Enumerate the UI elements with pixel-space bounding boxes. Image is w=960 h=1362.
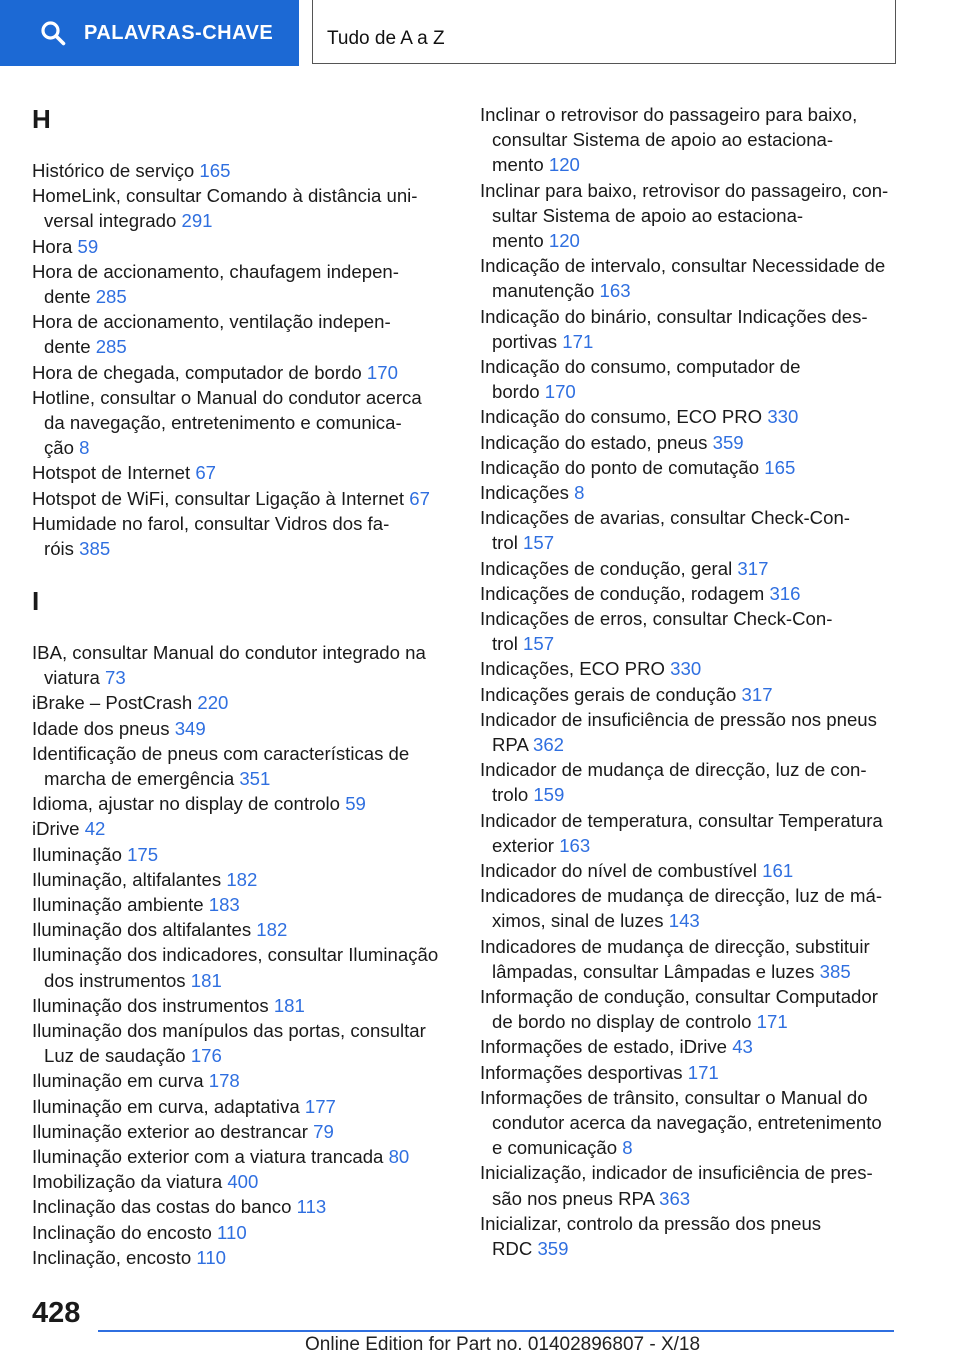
- index-entry[interactable]: [480, 480, 584, 505]
- a-to-z-label: Tudo de A a Z: [327, 28, 445, 49]
- index-entry[interactable]: [480, 858, 793, 883]
- index-entry-text: Indicações de erros, consultar Check-Con-: [480, 608, 833, 629]
- footer-divider: [98, 1330, 894, 1332]
- index-entry-text: Hora de accionamento, ventilação indepen-: [32, 311, 391, 333]
- index-entry-text: Indicação do consumo, computador de: [480, 356, 801, 377]
- page-reference-link[interactable]: 59: [345, 793, 366, 815]
- index-entry[interactable]: [480, 505, 850, 555]
- page-reference-link[interactable]: 163: [599, 280, 631, 302]
- page-reference-link[interactable]: 359: [712, 431, 744, 453]
- page-reference-link[interactable]: 178: [208, 1070, 240, 1092]
- index-entry-text: Indicador de insuficiência de pressão nos pneus: [480, 708, 877, 730]
- index-entry[interactable]: [480, 656, 701, 681]
- index-entry-text: Indicação do consumo, ECO PRO 330: [480, 406, 799, 428]
- index-entry-text: mento 120: [492, 154, 580, 176]
- index-entry[interactable]: [32, 1068, 240, 1093]
- page-reference-link[interactable]: 330: [670, 658, 702, 680]
- index-entry[interactable]: [480, 1211, 821, 1261]
- index-entry[interactable]: [32, 1018, 426, 1068]
- index-entry-text: Inicializar, controlo da pressão dos pneus: [480, 1212, 822, 1234]
- index-entry-text: trol 157: [492, 532, 555, 554]
- index-entry[interactable]: [32, 690, 228, 715]
- index-entry[interactable]: [480, 178, 888, 254]
- page-reference-link[interactable]: 67: [195, 462, 217, 484]
- page-reference-link[interactable]: 316: [769, 582, 801, 604]
- index-entry-text: Hotspot de Internet 67: [32, 462, 217, 484]
- index-entry-text: trolo 159: [492, 784, 565, 806]
- page-reference-link[interactable]: 285: [95, 336, 127, 358]
- index-entry-text: RDC 359: [492, 1238, 569, 1259]
- index-entry-text: Indicações de condução, geral 317: [480, 557, 769, 579]
- index-entry[interactable]: [32, 716, 206, 741]
- index-entry-text: Luz de saudação 176: [44, 1045, 222, 1067]
- index-entry[interactable]: [32, 1194, 326, 1219]
- index-entry-text: Indicação de intervalo, consultar Necessidade de: [480, 255, 886, 277]
- index-entry[interactable]: [32, 511, 389, 561]
- index-entry-text: Informações de estado, iDrive 43: [480, 1036, 753, 1058]
- index-entry[interactable]: [32, 741, 409, 791]
- a-to-z-tab[interactable]: [312, 0, 896, 64]
- page-reference-link[interactable]: 170: [366, 361, 398, 383]
- index-entry[interactable]: [480, 934, 870, 984]
- index-entry-text: Iluminação em curva, adaptativa 177: [32, 1095, 336, 1117]
- page-reference-link[interactable]: 351: [239, 768, 271, 789]
- index-entry[interactable]: [32, 1094, 336, 1119]
- page-reference-link[interactable]: 220: [197, 692, 229, 714]
- index-entry[interactable]: [480, 682, 773, 707]
- page-reference-link[interactable]: 110: [196, 1246, 227, 1268]
- index-entry-text: Iluminação dos instrumentos 181: [32, 994, 305, 1016]
- index-entry[interactable]: [480, 808, 883, 858]
- page-reference-link[interactable]: 385: [79, 538, 111, 559]
- index-entry[interactable]: [480, 757, 867, 807]
- index-entry-text: Iluminação dos altifalantes 182: [32, 919, 288, 941]
- index-entry-text: dos instrumentos 181: [44, 969, 222, 991]
- index-entry-text: Idioma, ajustar no display de controlo 59: [32, 793, 366, 815]
- page-reference-link[interactable]: 181: [273, 994, 305, 1016]
- index-entry[interactable]: [32, 993, 305, 1018]
- index-entry-text: Imobilização da viatura 400: [32, 1171, 259, 1193]
- index-entry-text: Humidade no farol, consultar Vidros dos fa-: [32, 512, 390, 534]
- index-entry[interactable]: [480, 304, 868, 354]
- index-entry-text: RPA 362: [492, 734, 565, 755]
- page-reference-link[interactable]: 165: [199, 160, 231, 181]
- index-entry-text: Hora de chegada, computador de bordo 170: [32, 361, 398, 383]
- index-entry-text: Indicadores de mudança de direcção, luz de má-: [480, 885, 883, 907]
- index-entry[interactable]: [32, 917, 287, 942]
- index-entry-text: exterior 163: [492, 834, 591, 856]
- index-entry-text: Indicações gerais de condução 317: [480, 683, 773, 705]
- index-entry[interactable]: [480, 354, 800, 404]
- index-entry-text: de bordo no display de controlo 171: [492, 1011, 788, 1033]
- index-entry[interactable]: [32, 360, 398, 385]
- index-entry[interactable]: [32, 640, 426, 690]
- index-entry-text: Iluminação 175: [32, 843, 159, 865]
- page-reference-link[interactable]: 159: [533, 784, 565, 806]
- index-entry[interactable]: [32, 867, 257, 892]
- index-entry[interactable]: [480, 1034, 753, 1059]
- page-reference-link[interactable]: 143: [668, 910, 700, 932]
- index-entry[interactable]: [480, 707, 877, 757]
- index-entry[interactable]: [480, 984, 878, 1034]
- index-entry-text: Indicação do estado, pneus 359: [480, 431, 744, 453]
- page-reference-link[interactable]: 43: [732, 1036, 753, 1058]
- index-entry[interactable]: [480, 1160, 873, 1210]
- index-entry-text: mento 120: [492, 230, 580, 251]
- index-entry-text: Iluminação exterior com a viatura trancada 80: [32, 1146, 410, 1167]
- index-entry[interactable]: [480, 102, 857, 178]
- search-icon: [40, 20, 66, 46]
- index-entry-text: Hotspot de WiFi, consultar Ligação à Internet 67: [32, 487, 430, 509]
- index-entry-text: Indicações de avarias, consultar Check-Con-: [480, 507, 850, 529]
- keywords-button[interactable]: [0, 0, 299, 66]
- index-entry-text: ximos, sinal de luzes 143: [492, 910, 700, 932]
- index-entry[interactable]: [32, 1245, 226, 1270]
- index-entry-text: dente 285: [44, 336, 127, 358]
- index-entry[interactable]: [32, 460, 216, 485]
- index-entry[interactable]: [480, 883, 882, 933]
- index-entry-text: Informação de condução, consultar Computador: [480, 986, 878, 1007]
- index-entry-text: Indicações de condução, rodagem 316: [480, 582, 801, 604]
- top-navigation-bar: [0, 0, 960, 66]
- index-entry[interactable]: [32, 309, 391, 359]
- index-entry-text: Iluminação dos manípulos das portas, consultar: [32, 1020, 426, 1041]
- page-reference-link[interactable]: 349: [174, 717, 206, 739]
- index-entry-text: Informações de trânsito, consultar o Manual do: [480, 1086, 868, 1108]
- section-letter-h: H: [32, 104, 51, 134]
- index-entry-text: Indicação do ponto de comutação 165: [480, 456, 796, 478]
- index-entry-text: Informações desportivas 171: [480, 1061, 719, 1083]
- page-reference-link[interactable]: 291: [181, 210, 213, 232]
- page-reference-link[interactable]: 182: [226, 868, 258, 890]
- index-entry-text: Hora 59: [32, 235, 99, 257]
- index-entry-text: Indicadores de mudança de direcção, substituir: [480, 935, 870, 957]
- index-entry[interactable]: [480, 1060, 719, 1085]
- index-entry[interactable]: [480, 253, 885, 303]
- index-entry-text: marcha de emergência 351: [44, 768, 271, 789]
- page-reference-link[interactable]: 171: [687, 1061, 719, 1083]
- index-entry-text: róis 385: [44, 538, 111, 559]
- page-reference-link[interactable]: 8: [79, 437, 90, 459]
- index-entry-text: trol 157: [492, 633, 555, 655]
- page-reference-link[interactable]: 67: [409, 487, 430, 509]
- index-entry-text: HomeLink, consultar Comando à distância uni-: [32, 185, 418, 207]
- index-entry-text: lâmpadas, consultar Lâmpadas e luzes 385: [492, 960, 851, 982]
- page-reference-link[interactable]: 181: [190, 969, 222, 991]
- page-reference-link[interactable]: 175: [127, 843, 159, 865]
- index-entry[interactable]: [32, 892, 240, 917]
- index-entry[interactable]: [32, 486, 430, 511]
- page-reference-link[interactable]: 120: [548, 230, 580, 251]
- index-entry-text: viatura 73: [44, 667, 126, 689]
- page-reference-link[interactable]: 330: [767, 406, 799, 428]
- index-entry-text: ção 8: [44, 437, 90, 459]
- index-entry-text: Inicialização, indicador de insuficiência de pres-: [480, 1162, 873, 1184]
- index-entry-text: condutor acerca da navegação, entretenimento: [492, 1112, 882, 1133]
- index-entry-text: Indicador de temperatura, consultar Temperatura: [480, 809, 883, 831]
- index-entry[interactable]: [32, 1119, 334, 1144]
- page-reference-link[interactable]: 161: [762, 860, 794, 881]
- section-letter-i: I: [32, 586, 40, 616]
- index-entry[interactable]: [32, 259, 399, 309]
- page-reference-link[interactable]: 163: [559, 834, 591, 856]
- page-reference-link[interactable]: 80: [388, 1146, 410, 1167]
- index-entry-text: Indicador de mudança de direcção, luz de con-: [480, 759, 867, 781]
- index-entry-text: Hotline, consultar o Manual do condutor acerca: [32, 386, 422, 408]
- index-entry[interactable]: [32, 791, 366, 816]
- index-entry-text: versal integrado 291: [44, 210, 213, 232]
- index-entry-text: iDrive 42: [32, 818, 106, 840]
- page-reference-link[interactable]: 359: [537, 1238, 569, 1259]
- index-entry-text: portivas 171: [492, 330, 594, 352]
- index-entry-text: IBA, consultar Manual do condutor integrado na: [32, 642, 426, 663]
- page-reference-link[interactable]: 171: [756, 1011, 788, 1033]
- index-entry-text: Iluminação ambiente 183: [32, 894, 240, 915]
- index-entry[interactable]: [32, 234, 98, 259]
- page-reference-link[interactable]: 182: [256, 919, 288, 941]
- index-entry[interactable]: [480, 455, 795, 480]
- page-reference-link[interactable]: 176: [190, 1045, 222, 1067]
- index-entry-text: e comunicação 8: [492, 1137, 633, 1159]
- page-reference-link[interactable]: 79: [313, 1120, 334, 1142]
- page-reference-link[interactable]: 8: [622, 1137, 633, 1159]
- index-entry-text: Identificação de pneus com características de: [32, 742, 410, 764]
- footer-edition-text: Online Edition for Part no. 01402896807 - X/18: [305, 1334, 701, 1355]
- index-entry[interactable]: [480, 1085, 882, 1161]
- index-entry[interactable]: [32, 1169, 258, 1194]
- page-reference-link[interactable]: 385: [819, 960, 851, 982]
- index-entry[interactable]: [480, 430, 744, 455]
- index-entry-text: da navegação, entretenimento e comunica-: [44, 412, 402, 433]
- index-entry-text: Iluminação exterior ao destrancar 79: [32, 1120, 334, 1142]
- page-reference-link[interactable]: 8: [574, 482, 585, 503]
- index-entry-text: bordo 170: [492, 381, 576, 403]
- index-entry-text: Indicações, ECO PRO 330: [480, 658, 702, 680]
- index-entry[interactable]: [32, 842, 158, 867]
- page-reference-link[interactable]: 120: [548, 154, 580, 176]
- index-entry-text: Inclinar o retrovisor do passageiro para baixo,: [480, 104, 858, 125]
- page-reference-link[interactable]: 400: [227, 1171, 259, 1193]
- page-reference-link[interactable]: 177: [304, 1095, 336, 1117]
- page-reference-link[interactable]: 183: [208, 894, 240, 915]
- index-entry-text: Inclinar para baixo, retrovisor do passageiro, con-: [480, 179, 889, 201]
- index-entry[interactable]: [32, 942, 438, 992]
- index-entry[interactable]: [32, 158, 230, 183]
- page-reference-link[interactable]: 317: [741, 683, 773, 705]
- index-entry[interactable]: [480, 606, 832, 656]
- index-entry-text: Indicações 8: [480, 482, 585, 503]
- index-entry[interactable]: [480, 404, 798, 429]
- page-reference-link[interactable]: 73: [104, 667, 126, 689]
- index-entry[interactable]: [480, 581, 800, 606]
- page-reference-link[interactable]: 363: [659, 1187, 691, 1209]
- page-number: 428: [32, 1297, 81, 1329]
- page-reference-link[interactable]: 362: [533, 734, 565, 755]
- page-reference-link[interactable]: 157: [523, 633, 555, 655]
- index-entry-text: manutenção 163: [492, 280, 631, 302]
- page-reference-link[interactable]: 42: [84, 818, 106, 840]
- index-entry-text: sultar Sistema de apoio ao estaciona-: [492, 204, 804, 226]
- index-entry[interactable]: [32, 1144, 409, 1169]
- index-entry-text: Inclinação do encosto 110: [32, 1221, 247, 1243]
- index-entry[interactable]: [32, 385, 422, 461]
- index-entry-text: iBrake – PostCrash 220: [32, 692, 229, 714]
- page-reference-link[interactable]: 113: [296, 1196, 327, 1218]
- index-entry-text: Indicação do binário, consultar Indicações des-: [480, 305, 868, 327]
- index-entry-text: Iluminação, altifalantes 182: [32, 868, 258, 890]
- index-entry-text: Iluminação em curva 178: [32, 1070, 240, 1092]
- page-reference-link[interactable]: 285: [95, 286, 127, 307]
- index-entry-text: são nos pneus RPA 363: [492, 1187, 691, 1209]
- index-entry[interactable]: [480, 556, 768, 581]
- index-entry-text: Idade dos pneus 349: [32, 717, 206, 739]
- index-entry-text: Indicador do nível de combustível 161: [480, 860, 794, 881]
- index-entry-text: Inclinação, encosto 110: [32, 1246, 227, 1268]
- page-reference-link[interactable]: 317: [737, 557, 769, 579]
- index-entry-text: Inclinação das costas do banco 113: [32, 1196, 327, 1218]
- page-reference-link[interactable]: 110: [217, 1221, 247, 1243]
- page-reference-link[interactable]: 171: [562, 330, 594, 352]
- keywords-label: PALAVRAS-CHAVE: [84, 21, 274, 44]
- index-entry[interactable]: [32, 1220, 247, 1245]
- page-reference-link[interactable]: 157: [523, 532, 555, 554]
- index-entry-text: Histórico de serviço 165: [32, 160, 231, 181]
- page-reference-link[interactable]: 170: [544, 381, 576, 403]
- index-entry[interactable]: [32, 183, 418, 233]
- index-entry-text: dente 285: [44, 286, 127, 307]
- page-reference-link[interactable]: 59: [77, 235, 99, 257]
- index-entry-text: consultar Sistema de apoio ao estaciona-: [492, 129, 834, 151]
- index-entry[interactable]: [32, 816, 105, 841]
- index-entry-text: Hora de accionamento, chaufagem indepen-: [32, 260, 399, 282]
- index-entry-text: Iluminação dos indicadores, consultar Iluminação: [32, 944, 439, 966]
- page-reference-link[interactable]: 165: [764, 456, 796, 478]
